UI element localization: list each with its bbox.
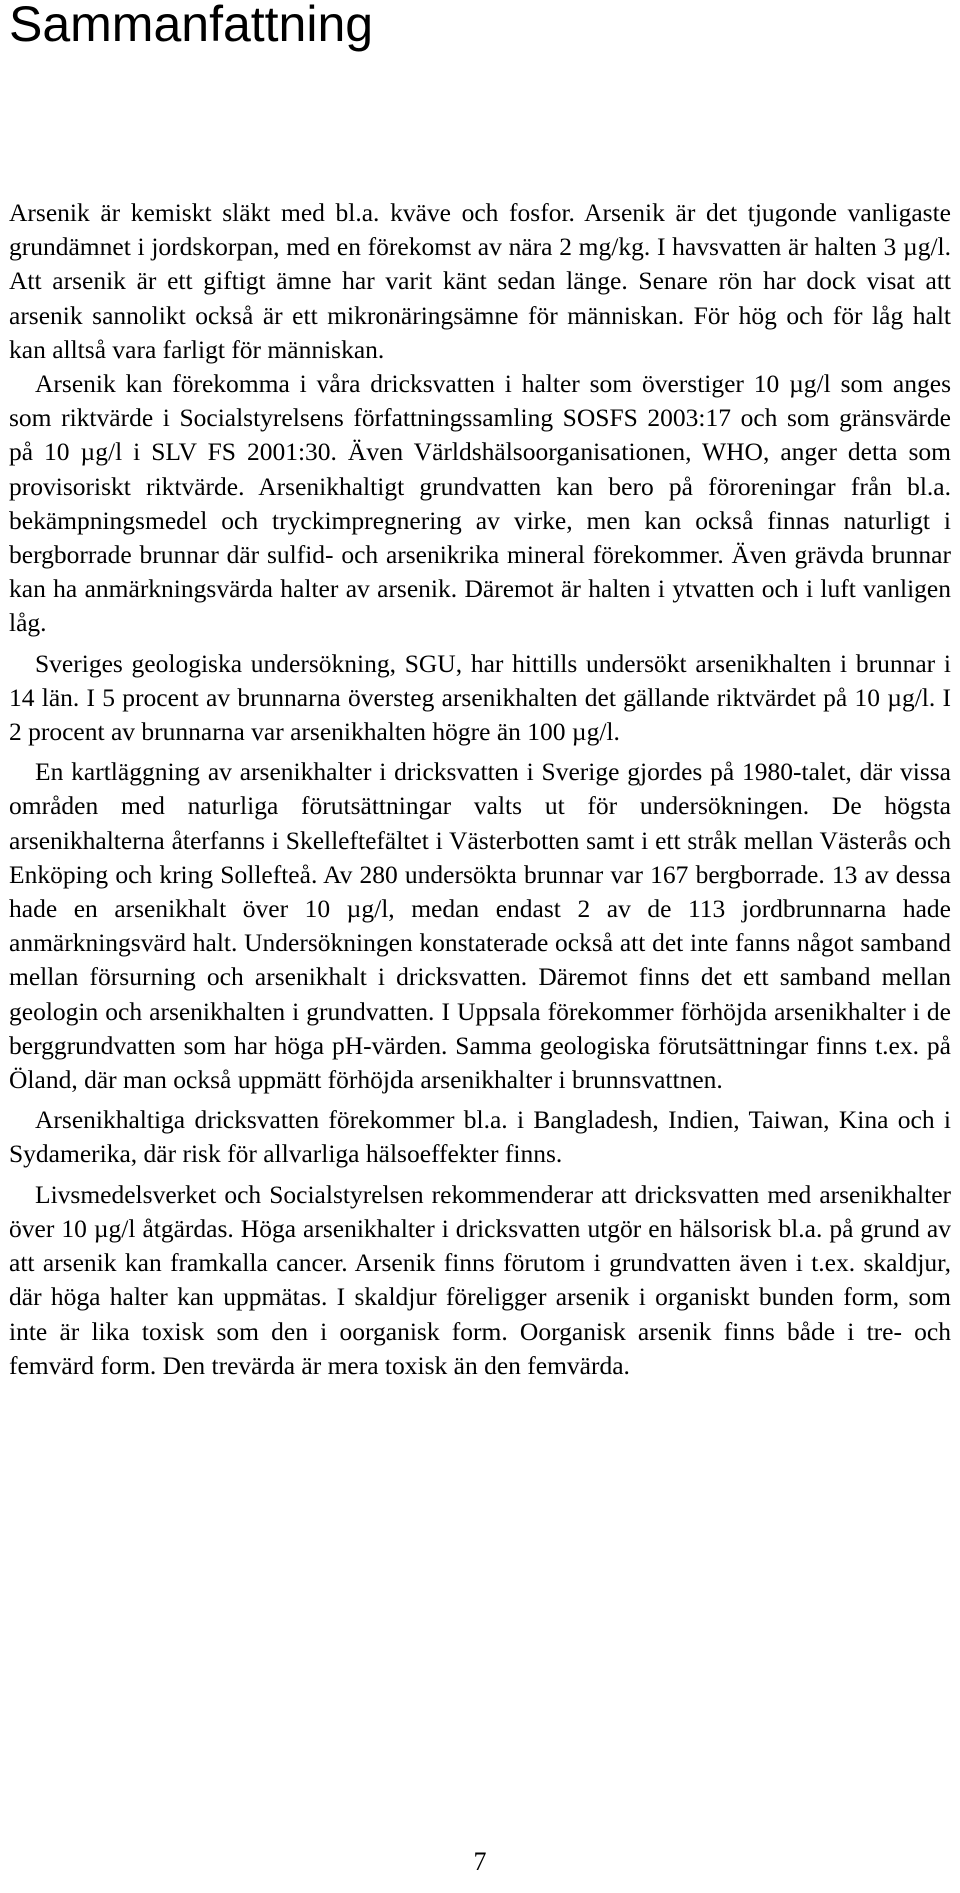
paragraph-sgu-survey: Sveriges geologiska undersökning, SGU, har hittills undersökt arsenikhalten i brunnar i 14 län. I 5 procent av brunnarna översteg arsenikhalten det gällande riktvärdet på 10 µg/l. I 2 procent av brunnarna var arsenikhalten högre än 100 µg/l. — [9, 648, 951, 747]
paragraph-drinking-water: Arsenik kan förekomma i våra dricksvatten i halter som överstiger 10 µg/l som anges som riktvärde i Socialstyrelsens författningssamling SOSFS 2003:17 och som gränsvärde på 10 µg/l i SLV FS 2001:30. Även Världshälsoorganisationen, WHO, anger detta som provisoriskt riktvärde. Arsenikhaltigt grundvatten kan bero på föroreningar från bl.a. bekämpningsmedel och tryckimpregnering av virke, men kan också finnas naturligt i bergborrade brunnar där sulfid- och arsenikrika mineral förekommer. Även grävda brunnar kan ha anmärkningsvärda halter av arsenik. Däremot är halten i ytvatten och i luft vanligen låg. — [9, 369, 951, 638]
paragraph-recommendations: Livsmedelsverket och Socialstyrelsen rekommenderar att dricksvatten med arsenikhalter över 10 µg/l åtgärdas. Höga arsenikhalter i dricksvatten utgör en hälsorisk bl.a. på grund av att arsenik kan framkalla cancer. Arsenik finns förutom i grundvatten även i t.ex. skaldjur, där höga halter kan uppmätas. I skaldjur föreligger arsenik i organiskt bunden form, som inte är lika toxisk som den i oorganisk form. Oorganisk arsenik finns både i tre- och femvärd form. Den trevärda är mera toxisk än den femvärda. — [9, 1179, 951, 1380]
page-title: Sammanfattning — [9, 0, 374, 52]
summary-body — [9, 196, 951, 1383]
paragraph-intro: Arsenik är kemiskt släkt med bl.a. kväve och fosfor. Arsenik är det tjugonde vanligaste grundämnet i jordskorpan, med en förekomst av nära 2 mg/kg. I havsvatten är halten 3 µg/l. Att arsenik är ett giftigt ämne har varit känt sedan länge. Senare rön har dock visat att arsenik sannolikt också är ett mikronäringsämne för människan. För hög och för låg halt kan alltså vara farligt för människan. — [9, 198, 951, 364]
paragraph-international: Arsenikhaltiga dricksvatten förekommer bl.a. i Bangladesh, Indien, Taiwan, Kina och i Sydamerika, där risk för allvarliga hälsoeffekter finns. — [9, 1105, 951, 1169]
page-number: 7 — [473, 1847, 487, 1876]
paragraph-mapping-1980s: En kartläggning av arsenikhalter i dricksvatten i Sverige gjordes på 1980-talet, där vissa områden med naturliga förutsättningar valts ut för undersökningen. De högsta arsenikhalterna återfanns i Skelleftefältet i Västerbotten samt i ett stråk mellan Västerås och Enköping och kring Sollefteå. Av 280 undersökta brunnar var 167 bergborrade. 13 av dessa hade en arsenikhalt över 10 µg/l, medan endast 2 av de 113 jordbrunnarna hade anmärkningsvärd halt. Undersökningen konstaterade också att det inte fanns något samband mellan försurning och arsenikhalt i dricksvatten. Däremot finns det ett samband mellan geologin och arsenikhalten i grundvatten. I Uppsala förekommer förhöjda arsenikhalter i de berggrundvatten som har höga pH-värden. Samma geologiska förutsättningar finns t.ex. på Öland, där man också uppmätt förhöjda arsenikhalter i brunnsvattnen. — [9, 757, 951, 1095]
